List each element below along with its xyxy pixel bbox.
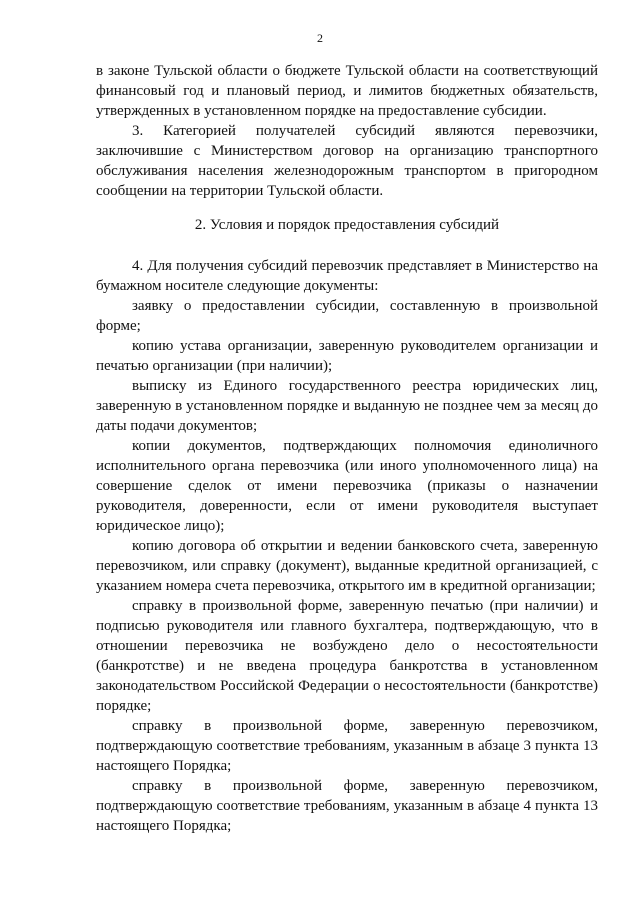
document-body [96,61,598,836]
page-number: 2 [317,31,323,45]
paragraph: в законе Тульской области о бюджете Тульской области на соответствующий финансовый год и плановый период, и лимитов бюджетных обязательств, утвержденных в установленном порядке на предоставление субсидии. [96,63,598,119]
list-item: выписку из Единого государственного реестра юридических лиц, заверенную в установленном порядке и выданную не позднее чем за месяц до даты подачи документов; [96,378,598,434]
list-item: заявку о предоставлении субсидии, составленную в произвольной форме; [96,298,598,334]
section-heading: 2. Условия и порядок предоставления субсидий [194,217,500,233]
list-item: справку в произвольной форме, заверенную печатью (при наличии) и подписью руководителя или главного бухгалтера, подтверждающую, что в отношении перевозчика не возбуждено дело о несостоятельности (банкротстве) и не введена процедура банкротства в установленном законодательством Российской Федерации о несостоятельности (банкротстве) порядке; [96,598,598,714]
list-item: копию устава организации, заверенную руководителем организации и печатью организации (при наличии); [96,338,598,374]
paragraph: 3. Категорией получателей субсидий являются перевозчики, заключившие с Министерством договор на организацию транспортного обслуживания населения железнодорожным транспортом в пригородном сообщении на территории Тульской области. [96,123,598,199]
list-item: копию договора об открытии и ведении банковского счета, заверенную перевозчиком, или справку (документ), выданные кредитной организацией, с указанием номера счета перевозчика, открытого им в кредитной организации; [96,538,598,594]
list-item: справку в произвольной форме, заверенную перевозчиком, подтверждающую соответствие требованиям, указанным в абзаце 3 пункта 13 настоящего Порядка; [96,718,598,774]
paragraph: 4. Для получения субсидий перевозчик представляет в Министерство на бумажном носителе следующие документы: [96,258,598,294]
list-item: справку в произвольной форме, заверенную перевозчиком, подтверждающую соответствие требованиям, указанным в абзаце 4 пункта 13 настоящего Порядка; [96,778,598,834]
list-item: копии документов, подтверждающих полномочия единоличного исполнительного органа перевозчика (или иного уполномоченного лица) на совершение сделок от имени перевозчика (приказы о назначении руководителя, доверенности, если от имени руководителя выступает юридическое лицо); [96,438,598,534]
